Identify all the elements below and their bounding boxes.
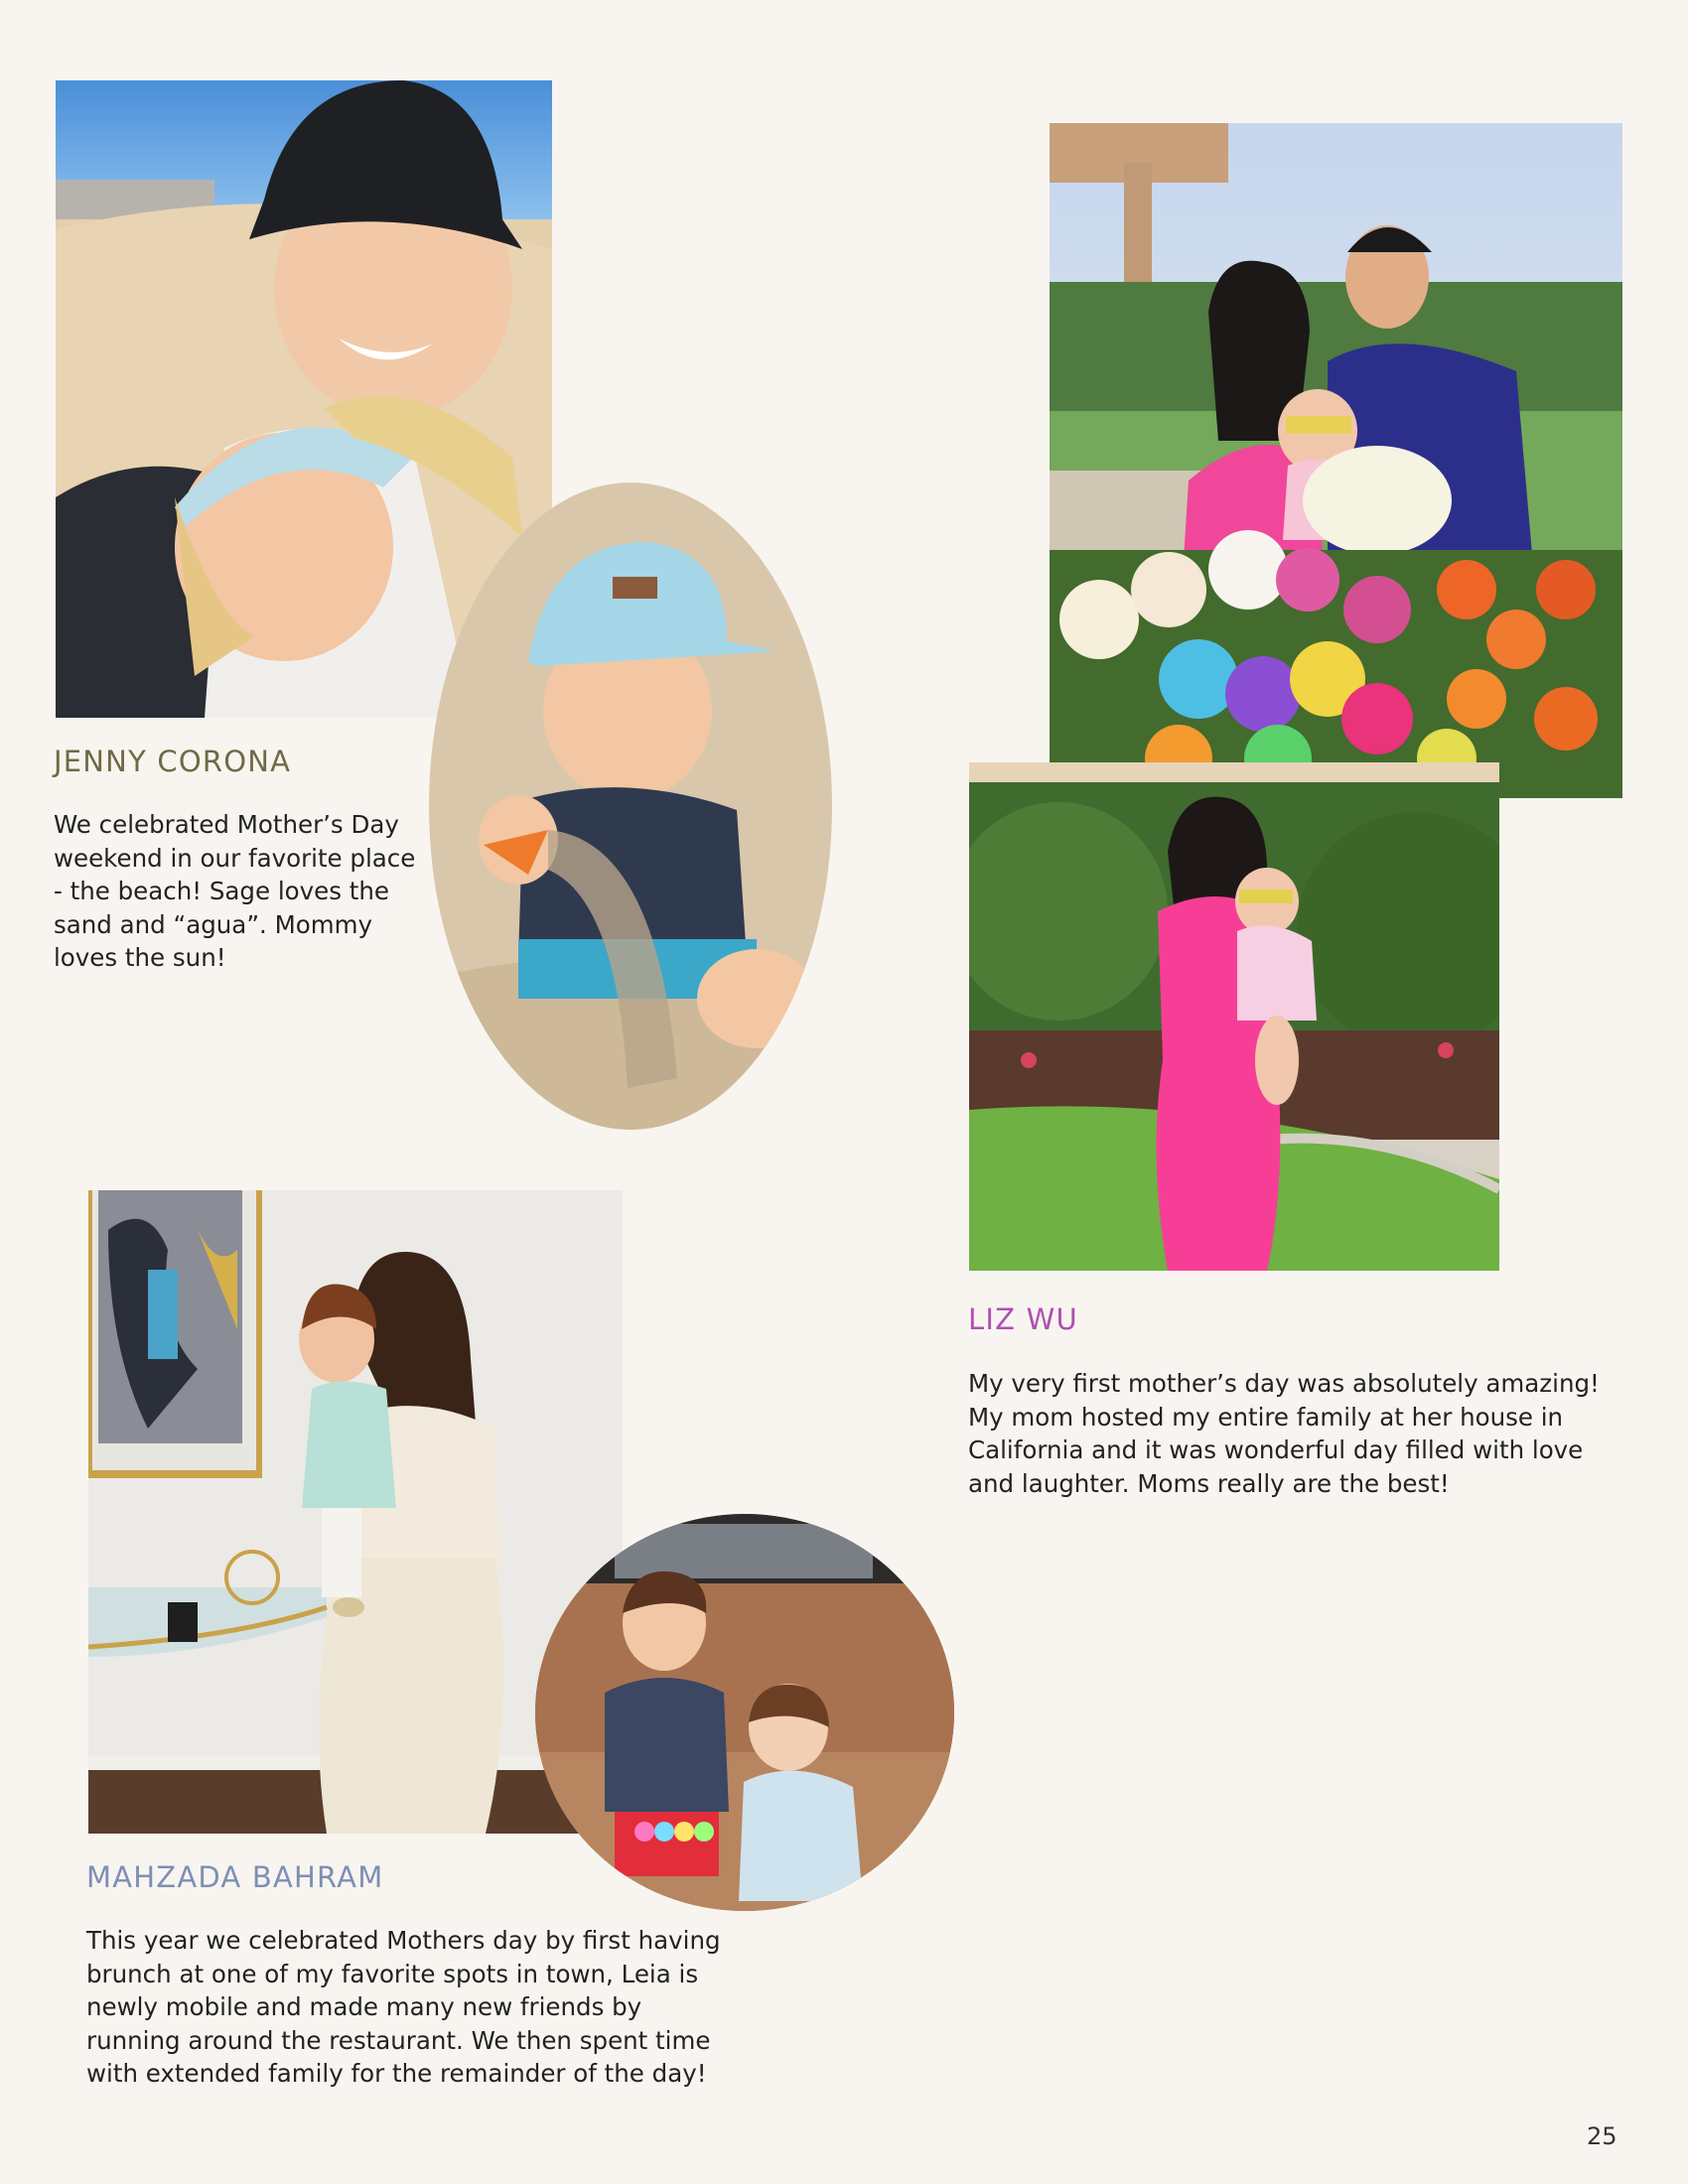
- photo-two-kids-circle: [535, 1514, 954, 1911]
- photo-toddler-sand-oval: [429, 482, 832, 1130]
- photo-family-flowers: [1050, 123, 1622, 798]
- text-mahzada-bahram: This year we celebrated Mothers day by first having brunch at one of my favorite spots in town, Leia is newly mobile and made many new friends by running around the restaurant. We then spent time with extended family for the remainder of the day!: [86, 1926, 721, 2088]
- name-mahzada-bahram: MAHZADA BAHRAM: [86, 1860, 384, 1894]
- name-jenny-corona: JENNY CORONA: [54, 745, 292, 778]
- page-number: 25: [1587, 2122, 1618, 2150]
- text-liz-wu: My very first mother’s day was absolutely amazing! My mom hosted my entire family at her house in California and it was wonderful day filled with love and laughter. Moms really are the best!: [968, 1369, 1600, 1498]
- text-jenny-corona: We celebrated Mother’s Day weekend in our favorite place - the beach! Sage loves the sand and “agua”. Mommy loves the sun!: [54, 810, 416, 972]
- name-liz-wu: LIZ WU: [968, 1302, 1078, 1336]
- photo-mother-baby-garden: [969, 762, 1499, 1271]
